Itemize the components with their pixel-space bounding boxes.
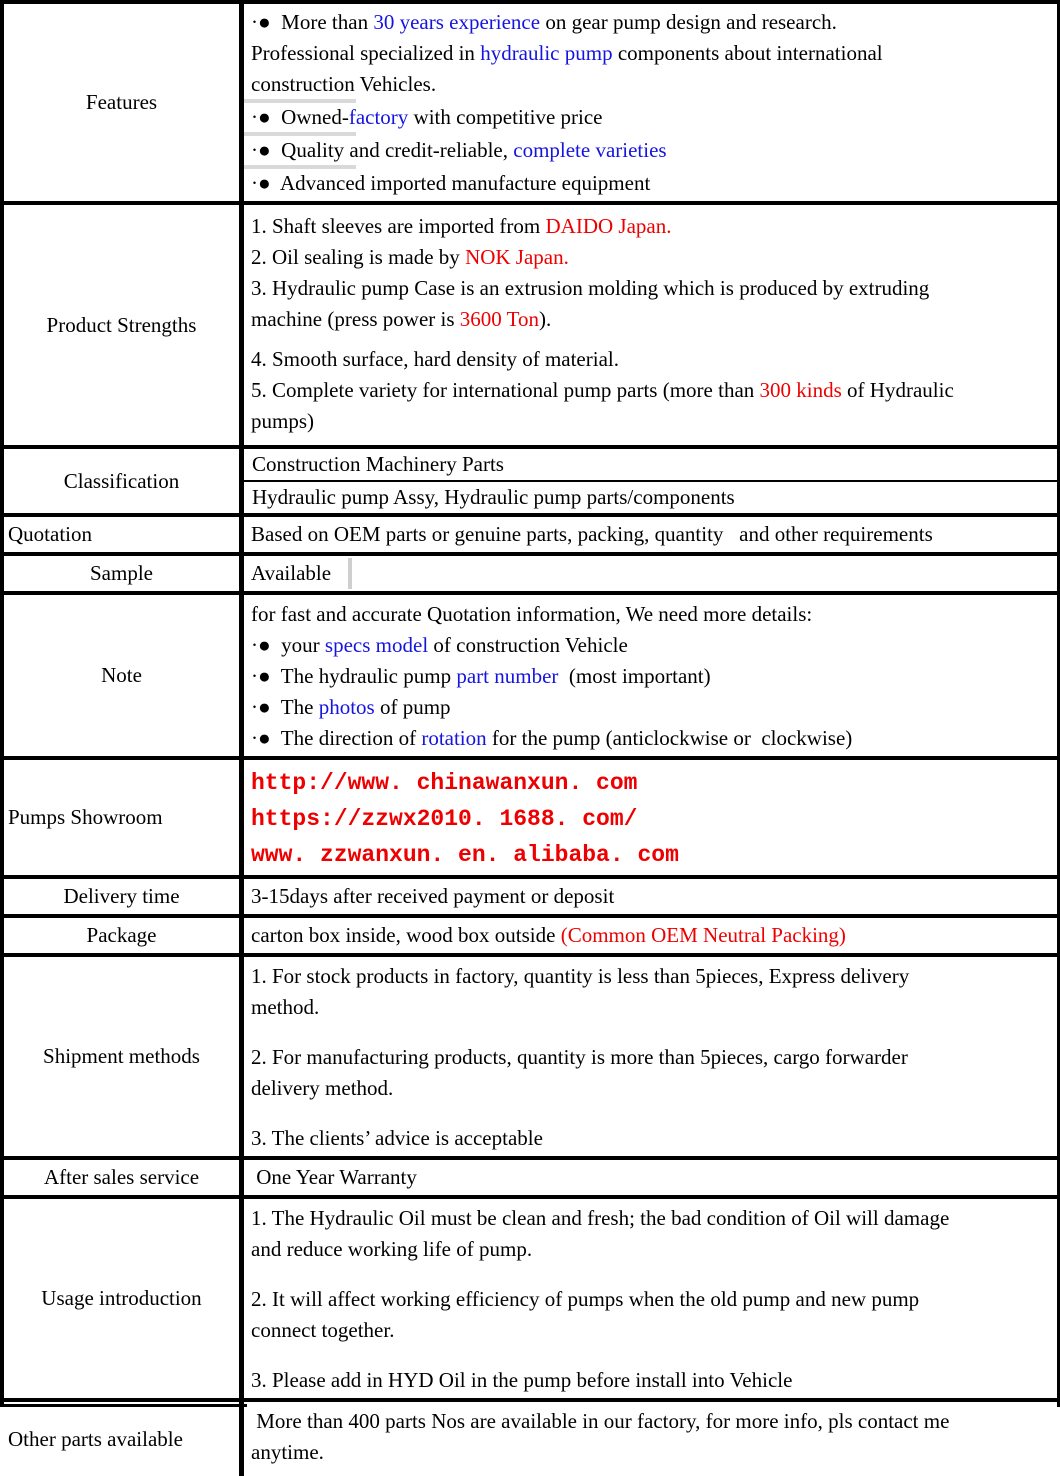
text-segment: for fast and accurate Quotation information, We need more details: [251, 602, 813, 626]
showroom-url[interactable]: http://www. chinawanxun. com [251, 770, 638, 796]
text-segment: connect together. [251, 1318, 395, 1342]
shipment-methods-content [244, 957, 1057, 1156]
text-segment: Professional specialized in [251, 41, 481, 65]
pumps-showroom-label: Pumps Showroom [4, 760, 244, 875]
text-segment: on gear pump design and research. [540, 10, 837, 34]
usage-line [251, 1284, 1057, 1315]
sample-content [244, 556, 1057, 591]
text-segment: ·● The [251, 695, 319, 719]
highlighted-text: 3600 Ton [459, 307, 540, 331]
row-product-strengths [4, 201, 1057, 445]
text-caret [348, 558, 352, 589]
row-note [4, 591, 1057, 756]
feature-line [251, 69, 1057, 100]
inline-link[interactable]: factory [348, 105, 409, 129]
other-parts-content [244, 1402, 1057, 1476]
highlighted-text: (Common OEM Neutral Packing) [560, 923, 846, 947]
usage-line [251, 1315, 1057, 1346]
classification-value-2: Hydraulic pump Assy, Hydraulic pump parts/components [244, 480, 1057, 513]
strength-line [251, 242, 1057, 273]
text-segment: ·● Advanced imported manufacture equipment [251, 171, 651, 195]
note-line [251, 630, 1057, 661]
classification-label: Classification [4, 449, 244, 513]
package-label: Package [4, 918, 244, 953]
text-segment: 2. Oil sealing is made by [251, 245, 466, 269]
after-sales-label: After sales service [4, 1160, 244, 1195]
highlighted-text: NOK Japan. [465, 245, 569, 269]
showroom-url[interactable]: https://zzwx2010. 1688. com/ [251, 806, 638, 832]
row-after-sales-service [4, 1156, 1057, 1195]
highlighted-text: DAIDO Japan. [545, 214, 672, 238]
delivery-time-value: 3-15days after received payment or deposit [251, 884, 615, 908]
sample-label: Sample [4, 556, 244, 591]
strength-line [251, 406, 1057, 437]
strength-line [251, 211, 1057, 242]
feature-line [251, 7, 1057, 38]
row-quotation [4, 513, 1057, 552]
row-features [4, 4, 1057, 201]
shipment-methods-label: Shipment methods [4, 957, 244, 1156]
quotation-content [244, 517, 1057, 552]
shipment-line [251, 1123, 1057, 1154]
text-segment: of pump [374, 695, 451, 719]
text-segment: 2. For manufacturing products, quantity is more than 5pieces, cargo forwarder [251, 1045, 908, 1069]
other-parts-line [251, 1437, 1057, 1468]
text-segment: ·● More than [251, 10, 374, 34]
after-sales-value: One Year Warranty [251, 1165, 417, 1189]
note-content [244, 595, 1057, 756]
inline-link[interactable]: part number [456, 664, 559, 688]
text-segment: 3. Please add in HYD Oil in the pump before install into Vehicle [251, 1368, 793, 1392]
text-segment: pumps) [251, 409, 314, 433]
highlighted-text: 300 kinds [759, 378, 842, 402]
text-segment: ·● The direction of [251, 726, 422, 750]
inline-link[interactable]: complete varieties [513, 138, 667, 162]
inline-link[interactable]: photos [318, 695, 375, 719]
strength-line [251, 375, 1057, 406]
shipment-line [251, 1073, 1057, 1104]
text-segment: 3. The clients’ advice is acceptable [251, 1126, 543, 1150]
note-line [251, 723, 1057, 754]
row-pumps-showroom [4, 756, 1057, 875]
delivery-time-label: Delivery time [4, 879, 244, 914]
text-segment: with competitive price [408, 105, 603, 129]
classification-value-1: Construction Machinery Parts [252, 452, 504, 476]
text-segment: ·● Quality and credit-reliable, [251, 138, 514, 162]
feature-line [251, 135, 1057, 166]
inline-link[interactable]: hydraulic pump [480, 41, 613, 65]
sample-value: Available [251, 561, 332, 585]
text-segment: ·● your [251, 633, 325, 657]
quotation-label: Quotation [4, 517, 244, 552]
other-parts-line [251, 1406, 1057, 1437]
other-parts-label: Other parts available [4, 1402, 244, 1476]
text-segment: More than 400 parts Nos are available in our factory, for more info, pls contact me [251, 1409, 950, 1433]
note-label: Note [4, 595, 244, 756]
text-segment: 1. Shaft sleeves are imported from [251, 214, 546, 238]
text-segment: 5. Complete variety for international pump parts (more than [251, 378, 760, 402]
feature-line [251, 102, 1057, 133]
shipment-line [251, 1042, 1057, 1073]
after-sales-content [244, 1160, 1057, 1195]
usage-introduction-content [244, 1199, 1057, 1398]
note-line [251, 692, 1057, 723]
text-segment: 1. For stock products in factory, quantity is less than 5pieces, Express delivery [251, 964, 910, 988]
text-segment: of construction Vehicle [428, 633, 628, 657]
shipment-line [251, 992, 1057, 1023]
strength-line [251, 344, 1057, 375]
delivery-time-content [244, 879, 1057, 914]
usage-line [251, 1234, 1057, 1265]
text-segment: 1. The Hydraulic Oil must be clean and fresh; the bad condition of Oil will damage [251, 1206, 950, 1230]
row-sample [4, 552, 1057, 591]
row-classification [4, 445, 1057, 513]
text-segment: delivery method. [251, 1076, 394, 1100]
usage-line [251, 1203, 1057, 1234]
text-segment: for the pump (anticlockwise or clockwise) [486, 726, 853, 750]
inline-link[interactable]: specs model [324, 633, 429, 657]
text-segment: 3. Hydraulic pump Case is an extrusion molding which is produced by extruding [251, 276, 930, 300]
package-value [251, 920, 1057, 951]
strength-line [251, 273, 1057, 304]
features-content [244, 4, 1057, 201]
text-segment: ). [539, 307, 552, 331]
shipment-line [251, 961, 1057, 992]
text-segment: and reduce working life of pump. [251, 1237, 533, 1261]
row-shipment-methods [4, 953, 1057, 1156]
package-content [244, 918, 1057, 953]
text-segment: 2. It will affect working efficiency of pumps when the old pump and new pump [251, 1287, 920, 1311]
strength-line [251, 304, 1057, 335]
showroom-url[interactable]: www. zzwanxun. en. alibaba. com [251, 842, 679, 868]
row-package [4, 914, 1057, 953]
product-strengths-label: Product Strengths [4, 205, 244, 445]
inline-link[interactable]: 30 years experience [373, 10, 541, 34]
text-segment: carton box inside, wood box outside [251, 923, 561, 947]
pumps-showroom-content [244, 760, 1057, 875]
text-segment: construction Vehicles. [251, 72, 437, 96]
text-segment: anytime. [251, 1440, 324, 1464]
text-segment: 4. Smooth surface, hard density of material. [251, 347, 619, 371]
classification-content [244, 449, 1057, 513]
note-line [251, 599, 1057, 630]
feature-line [251, 168, 1057, 199]
usage-line [251, 1365, 1057, 1396]
text-segment: components about international [612, 41, 883, 65]
text-segment: of Hydraulic [841, 378, 954, 402]
row-delivery-time [4, 875, 1057, 914]
text-segment: ·● The hydraulic pump [251, 664, 457, 688]
text-segment: (most important) [558, 664, 711, 688]
usage-introduction-label: Usage introduction [4, 1199, 244, 1398]
row-other-parts-available [4, 1398, 1057, 1476]
inline-link[interactable]: rotation [421, 726, 487, 750]
text-segment: ·● Owned- [251, 105, 349, 129]
row-usage-introduction [4, 1195, 1057, 1398]
quotation-value: Based on OEM parts or genuine parts, packing, quantity and other requirements [251, 522, 933, 546]
features-label: Features [4, 4, 244, 201]
text-segment: method. [251, 995, 320, 1019]
note-line [251, 661, 1057, 692]
table-bottom-border-stub [4, 1404, 247, 1407]
text-segment: machine (press power is [251, 307, 460, 331]
product-strengths-content [244, 205, 1057, 445]
feature-line [251, 38, 1057, 69]
